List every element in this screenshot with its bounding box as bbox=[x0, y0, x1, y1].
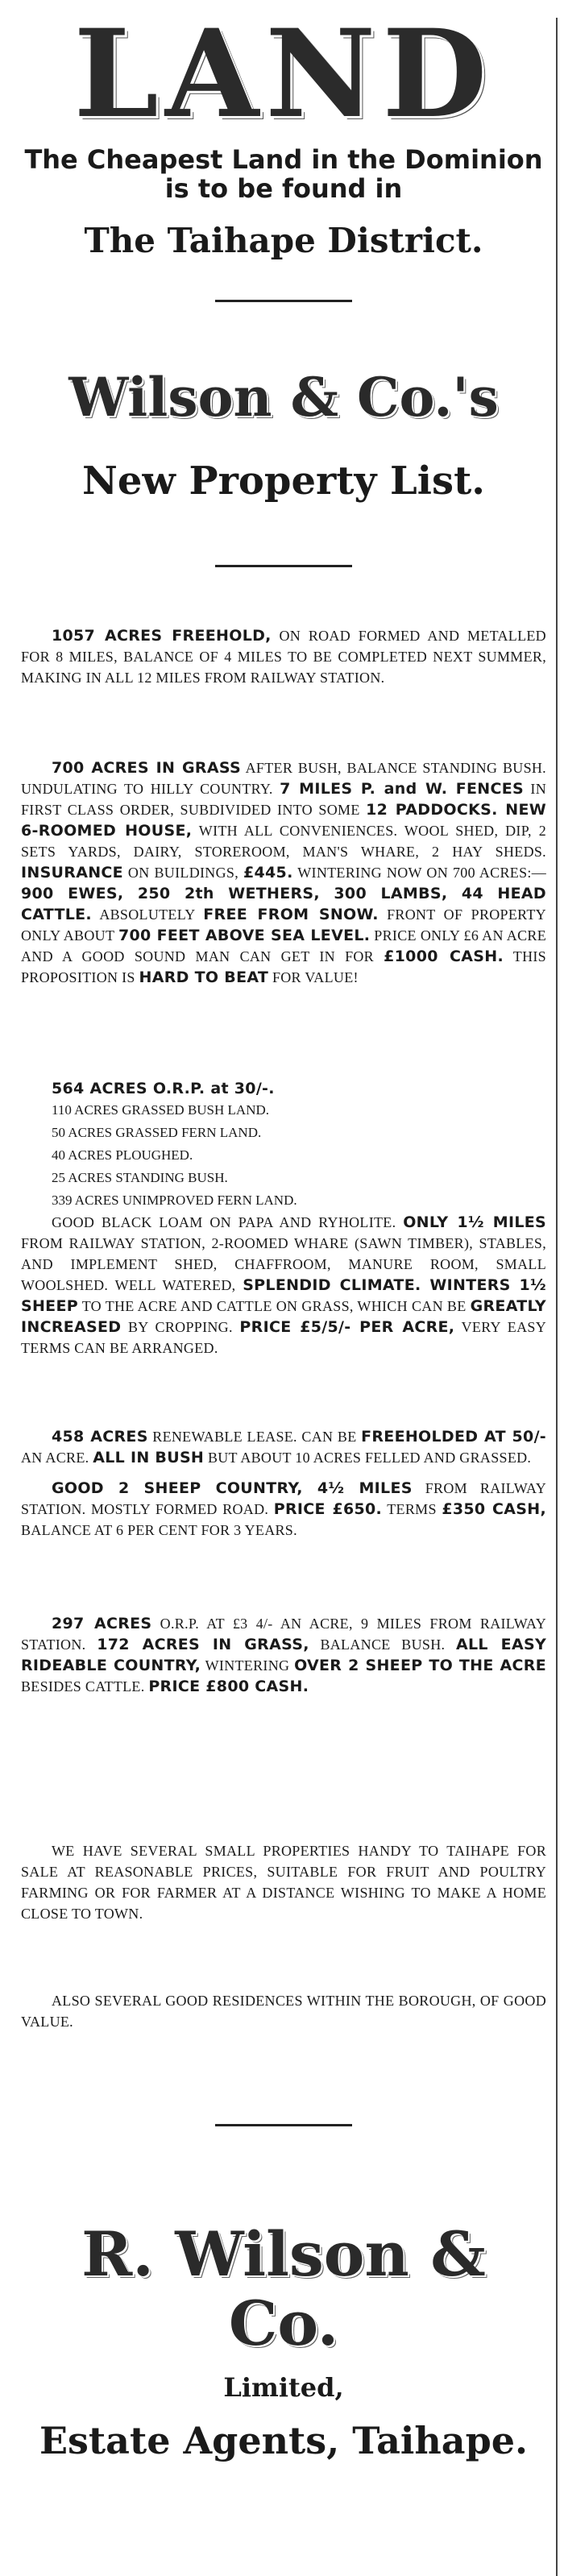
listing-highlight: OVER 2 SHEEP TO THE ACRE bbox=[294, 1657, 546, 1674]
listing-heading bbox=[21, 1078, 546, 1099]
listing-highlight: 900 EWES, 250 2th WETHERS, 300 LAMBS, 44 HEAD CATTLE. bbox=[21, 885, 546, 923]
subheading-found-in: is to be found in bbox=[164, 173, 403, 204]
listing-text: TO THE ACRE AND CATTLE ON GRASS, WHICH CAN BE bbox=[77, 1298, 471, 1314]
listing-text: THIS PROPOSITION IS bbox=[21, 948, 546, 985]
listing-highlight: 12 PADDOCKS. NEW 6-ROOMED HOUSE, bbox=[21, 801, 546, 840]
listing-highlight: HARD TO BEAT bbox=[139, 969, 269, 986]
listing-text: FRONT OF PROPERTY ONLY ABOUT bbox=[21, 906, 546, 944]
residences-notice: ALSO SEVERAL GOOD RESIDENCES WITHIN THE BOROUGH, OF GOOD VALUE. bbox=[21, 1993, 546, 2030]
listing-text: RENEWABLE LEASE. CAN BE bbox=[147, 1429, 362, 1445]
listing-text: ON BUILDINGS, bbox=[122, 865, 243, 881]
listing-highlight: 1057 ACRES FREEHOLD, bbox=[52, 627, 272, 645]
listing-highlight: GOOD 2 SHEEP COUNTRY, 4½ MILES bbox=[52, 1479, 413, 1497]
headline: LAND bbox=[73, 3, 494, 145]
listing-highlight: ALL IN BUSH bbox=[93, 1449, 205, 1466]
listing-700-acres bbox=[21, 757, 546, 988]
listing-highlight: 700 FEET ABOVE SEA LEVEL. bbox=[118, 927, 371, 944]
listing-highlight: PRICE £650. bbox=[273, 1500, 383, 1518]
land-breakdown-list bbox=[21, 1099, 546, 1212]
listing-highlight: PRICE £5/5/- PER ACRE, bbox=[239, 1318, 455, 1336]
listing-text: FOR VALUE! bbox=[268, 969, 359, 985]
listing-text: WITH ALL CONVENIENCES. WOOL SHED, DIP, 2 SETS YARDS, DAIRY, STOREROOM, MAN'S WHARE, 2 HAY SHEDS. bbox=[21, 823, 546, 860]
company-title: Wilson & Co.'s bbox=[68, 366, 499, 429]
firm-name: R. Wilson & Co. bbox=[81, 2218, 486, 2359]
listing-text: BALANCE BUSH. bbox=[309, 1636, 457, 1653]
divider bbox=[215, 565, 352, 567]
listing-text: PRICE ONLY £6 AN ACRE AND A GOOD SOUND MAN CAN GET IN FOR bbox=[21, 927, 546, 964]
list-item: 110 ACRES GRASSED BUSH LAND. bbox=[52, 1102, 269, 1118]
listing-highlight: INSURANCE bbox=[21, 864, 123, 881]
advertisement-page bbox=[0, 3, 564, 2576]
listing-text: FROM RAILWAY STATION. MOSTLY FORMED ROAD. bbox=[21, 1480, 546, 1517]
listing-text: TERMS bbox=[382, 1501, 442, 1517]
listing-highlight: £1000 CASH. bbox=[384, 948, 504, 965]
small-properties-notice: WE HAVE SEVERAL SMALL PROPERTIES HANDY TO TAIHAPE FOR SALE AT REASONABLE PRICES, SUITABLE FOR FRUIT AND POULTRY FARMING OR FOR FARMER AT A DISTANCE WISHING TO MAKE A HOME CLOSE TO TOWN. bbox=[21, 1843, 546, 1922]
listing-highlight: 458 ACRES bbox=[52, 1428, 148, 1446]
listing-highlight: GREATLY INCREASED bbox=[21, 1297, 546, 1336]
listing-description bbox=[21, 1212, 546, 1359]
listing-text: WINTERING bbox=[201, 1657, 295, 1674]
listing-458-acres-terms bbox=[21, 1478, 546, 1541]
listing-text: ON ROAD FORMED AND METALLED FOR 8 MILES, BALANCE OF 4 MILES TO BE COMPLETED NEXT SUMMER, MAKING IN ALL 12 MILES FROM RAILWAY STATION. bbox=[21, 628, 546, 686]
listing-text: BUT ABOUT 10 ACRES FELLED AND GRASSED. bbox=[204, 1450, 532, 1466]
divider bbox=[215, 2124, 352, 2126]
listing-458-acres bbox=[21, 1426, 546, 1468]
listing-highlight: 700 ACRES IN GRASS bbox=[52, 759, 241, 777]
firm-limited: Limited, bbox=[223, 2372, 344, 2403]
listing-text: GOOD BLACK LOAM ON PAPA AND RYHOLITE. bbox=[52, 1214, 404, 1230]
list-item: 50 ACRES GRASSED FERN LAND. bbox=[52, 1125, 262, 1140]
listing-highlight: £350 CASH, bbox=[442, 1500, 546, 1518]
subheading-district: The Taihape District. bbox=[84, 221, 483, 260]
listing-text: ABSOLUTELY bbox=[91, 906, 204, 923]
list-item: 25 ACRES STANDING BUSH. bbox=[52, 1170, 228, 1185]
listing-1057-acres bbox=[21, 625, 546, 688]
listing-text: O.R.P. AT £3 4/- AN ACRE, 9 MILES FROM RAILWAY STATION. bbox=[21, 1616, 546, 1653]
subheading-cheapest-land: The Cheapest Land in the Dominion bbox=[24, 144, 543, 175]
list-title: New Property List. bbox=[82, 458, 485, 504]
listing-text: BESIDES CATTLE. bbox=[21, 1678, 149, 1695]
listing-text: WINTERING NOW ON 700 ACRES:— bbox=[292, 865, 547, 881]
listing-highlight: 172 ACRES IN GRASS, bbox=[97, 1636, 309, 1653]
listing-text: AN ACRE. bbox=[21, 1450, 93, 1466]
listing-highlight: PRICE £800 CASH. bbox=[148, 1678, 309, 1695]
listing-text: IN FIRST CLASS ORDER, SUBDIVIDED INTO SOME bbox=[21, 781, 547, 818]
listing-highlight: ALL EASY RIDEABLE COUNTRY, bbox=[21, 1636, 546, 1674]
listing-highlight: 564 ACRES O.R.P. at 30/-. bbox=[52, 1080, 275, 1097]
listing-text: BALANCE AT 6 PER CENT FOR 3 YEARS. bbox=[21, 1522, 297, 1538]
listing-highlight: FREEHOLDED AT 50/- bbox=[361, 1428, 546, 1446]
listing-highlight: SPLENDID CLIMATE. WINTERS 1½ SHEEP bbox=[21, 1276, 546, 1315]
listing-highlight: 7 MILES P. and W. FENCES bbox=[280, 780, 525, 798]
column-edge-line bbox=[556, 18, 558, 2576]
listing-highlight: ONLY 1½ MILES bbox=[403, 1213, 546, 1231]
listing-text: AFTER BUSH, BALANCE STANDING BUSH. UNDULATING TO HILLY COUNTRY. bbox=[21, 760, 546, 797]
divider bbox=[215, 300, 352, 302]
listing-highlight: 297 ACRES bbox=[52, 1615, 152, 1632]
listing-text: VERY EASY TERMS CAN BE ARRANGED. bbox=[21, 1319, 546, 1356]
listing-highlight: FREE FROM SNOW. bbox=[203, 906, 379, 923]
listing-highlight: £445. bbox=[243, 864, 293, 881]
list-item: 40 ACRES PLOUGHED. bbox=[52, 1147, 193, 1163]
listing-text: FROM RAILWAY STATION, 2-ROOMED WHARE (SAWN TIMBER), STABLES, AND IMPLEMENT SHED, CHAFFROOM, MANURE ROOM, SMALL WOOLSHED. WELL WATERED, bbox=[21, 1235, 546, 1293]
listing-297-acres bbox=[21, 1613, 546, 1697]
list-item: 339 ACRES UNIMPROVED FERN LAND. bbox=[52, 1193, 297, 1208]
listing-564-acres bbox=[21, 1078, 546, 1359]
listing-text: BY CROPPING. bbox=[121, 1319, 240, 1335]
firm-location: Estate Agents, Taihape. bbox=[39, 2419, 529, 2462]
